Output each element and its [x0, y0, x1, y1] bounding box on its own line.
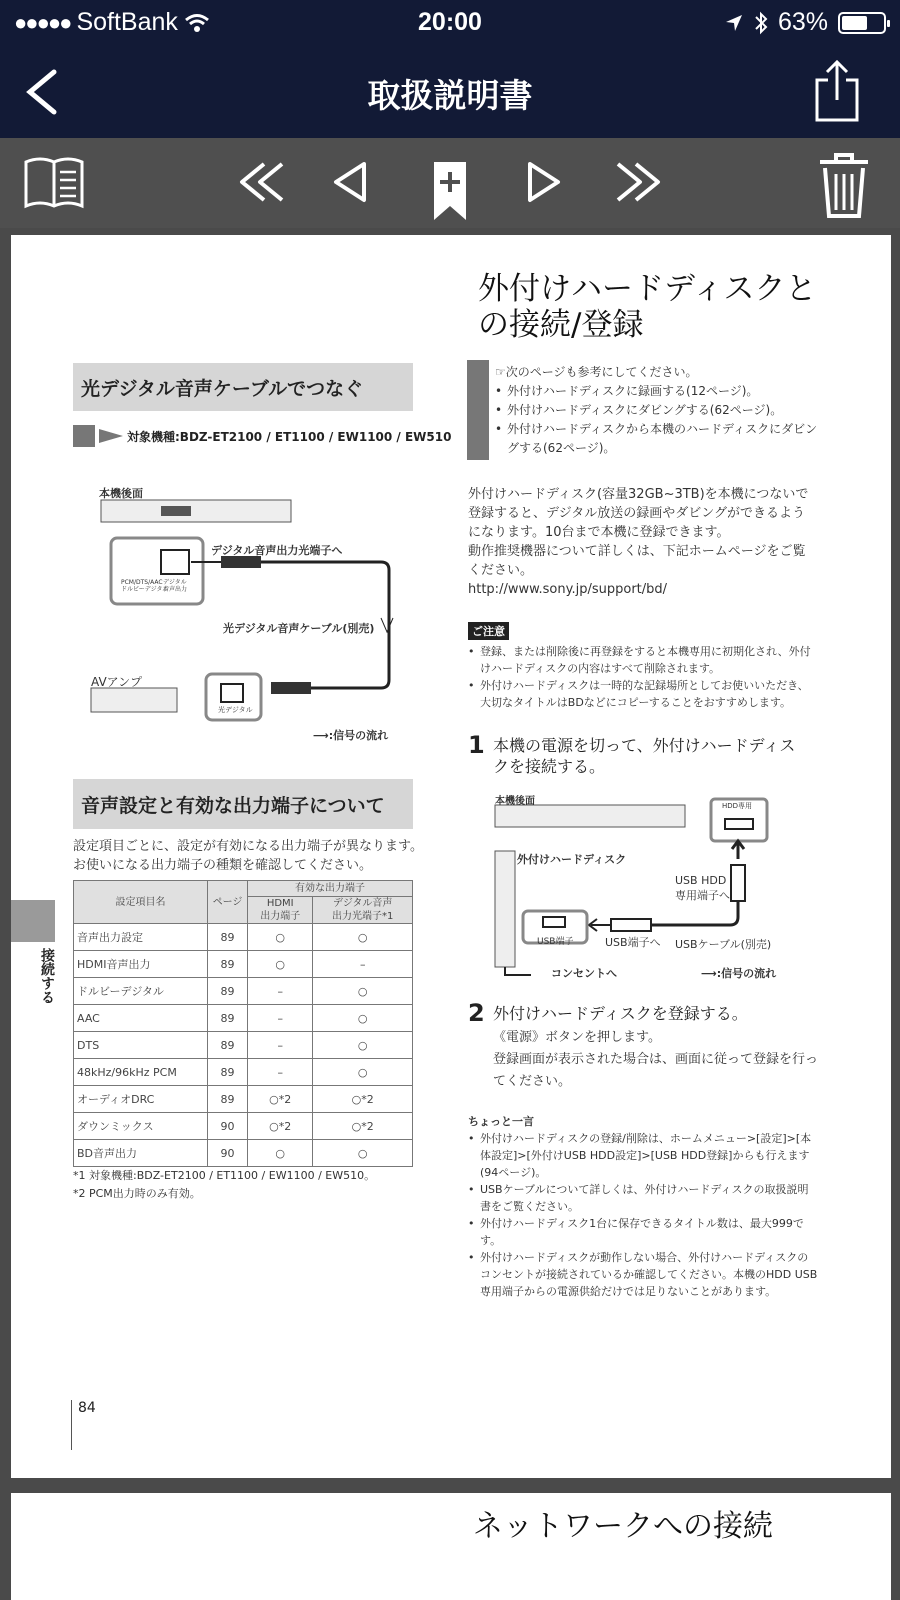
table-row [74, 1032, 413, 1059]
tip-item: • 外付けハードディスクの登録/削除は、ホームメニュー>[設定]>[本体設定]>[外付けUSB HDD設定]>[USB HDD登録]からも行えます(94ページ)。 [468, 1130, 818, 1181]
cell-setting-name: HDMI音声出力 [74, 951, 208, 978]
location-arrow-icon [724, 13, 744, 33]
trash-icon[interactable] [816, 150, 872, 220]
hdd-port-label: HDD専用 [722, 802, 753, 810]
cell-hdmi: ○*2 [248, 1113, 313, 1140]
optical-cable-label: 光デジタル音声ケーブル(別売) [223, 622, 375, 635]
right-section-title [478, 271, 817, 343]
av-amp-label: AVアンプ [91, 675, 143, 689]
caution-item: • 登録、または削除後に再登録をすると本機専用に初期化され、外付けハードディスクの内容はすべて削除されます。 [468, 643, 813, 677]
tips-label: ちょっと一言 [468, 1115, 534, 1128]
usb-hdd-port-label: USB HDD 専用端子へ [675, 874, 730, 902]
cell-page: 90 [208, 1113, 248, 1140]
manual-page-next[interactable] [11, 1493, 891, 1600]
table-row [74, 924, 413, 951]
cell-hdmi: ○ [248, 924, 313, 951]
amp-optical-port-label: 光デジタル [218, 706, 253, 714]
cell-hdmi: – [248, 1032, 313, 1059]
header-optical: デジタル音声 出力光端子*1 [313, 897, 413, 924]
cell-hdmi: – [248, 1005, 313, 1032]
step-1-text: 本機の電源を切って、外付けハードディスクを接続する。 [493, 736, 796, 776]
cell-optical: ○ [313, 1032, 413, 1059]
to-usb-port-label: USB端子へ [605, 936, 661, 949]
cell-setting-name: ドルビーデジタル [74, 978, 208, 1005]
hdd-intro-line: 動作推奨機器について詳しくは、下記ホームページをご覧 [468, 544, 806, 559]
cell-setting-name: AAC [74, 1005, 208, 1032]
cell-page: 89 [208, 951, 248, 978]
cell-page: 89 [208, 1005, 248, 1032]
status-bar [0, 0, 900, 44]
hdd-intro-paragraph [468, 485, 828, 599]
cell-optical: ○ [313, 1059, 413, 1086]
signal-dots-icon: ●●●●● [14, 9, 71, 35]
cell-setting-name: オーディオDRC [74, 1086, 208, 1113]
table-row [74, 1086, 413, 1113]
book-contents-icon[interactable] [22, 152, 86, 212]
reader-toolbar [0, 138, 900, 228]
step-2-detail: 登録画面が表示された場合は、画面に従って登録を行っ [493, 1052, 819, 1067]
hdd-intro-line: になります。10台まで本機に登録できます。 [468, 525, 730, 540]
cell-hdmi: ○*2 [248, 1086, 313, 1113]
model-square-icon [73, 425, 95, 447]
table-header-row [74, 881, 413, 897]
output-terminal-table [73, 880, 413, 1167]
audio-settings-intro [73, 837, 423, 875]
cell-page: 89 [208, 924, 248, 951]
jack-label-output: デジタル 音声出力 [163, 579, 188, 593]
step-2-text: 外付けハードディスクを登録する。 [493, 1004, 748, 1023]
jack-label-formats: PCM/DTS/AAC ドルビーデジタル [121, 579, 169, 593]
step-2-number: 2 [468, 999, 485, 1027]
caution-list [468, 643, 813, 711]
page-number: 84 [71, 1400, 96, 1450]
hdd-intro-line: 登録すると、デジタル放送の録画やダビングができるよう [468, 506, 805, 521]
outlet-label: コンセントへ [551, 967, 617, 980]
footnote-1: *1 対象機種:BDZ-ET2100 / ET1100 / EW1100 / EW510。 [73, 1169, 376, 1182]
hdd-intro-line: 外付けハードディスク(容量32GB~3TB)を本機につないで [468, 487, 809, 502]
cell-page: 89 [208, 978, 248, 1005]
intro-line-1: 設定項目ごとに、設定が有効になる出力端子が異なります。 [73, 839, 423, 854]
cell-hdmi: – [248, 1059, 313, 1086]
external-hdd-label: 外付けハードディスク [517, 853, 627, 866]
caution-label-wrap [468, 620, 509, 640]
reference-box [495, 363, 825, 458]
table-row [74, 1113, 413, 1140]
manual-page-84[interactable] [11, 235, 891, 1478]
footnote-2: *2 PCM出力時のみ有効。 [73, 1187, 201, 1200]
table-body [74, 924, 413, 1167]
intro-line-2: お使いになる出力端子の種類を確認してください。 [73, 858, 373, 873]
cell-optical: – [313, 951, 413, 978]
table-row [74, 1140, 413, 1167]
usb-signal-flow-legend: ⟶:信号の流れ [701, 967, 777, 980]
arrow-marker-icon [99, 429, 123, 443]
status-right [724, 8, 886, 37]
header-page: ページ [208, 881, 248, 924]
table-row [74, 951, 413, 978]
step-2-detail: 《電源》ボタンを押します。 [493, 1030, 661, 1045]
fast-forward-icon[interactable] [614, 152, 662, 212]
status-time: 20:00 [418, 8, 482, 36]
usb-signal-flow-legend-text: :信号の流れ [716, 967, 777, 980]
reference-item: • 外付けハードディスクにダビングする(62ページ)。 [495, 401, 825, 420]
next-page-icon[interactable] [526, 152, 562, 212]
target-models: 対象機種:BDZ-ET2100 / ET1100 / EW1100 / EW510 [127, 429, 452, 444]
cell-setting-name: 48kHz/96kHz PCM [74, 1059, 208, 1086]
cell-hdmi: – [248, 978, 313, 1005]
right-title-line1: 外付けハードディスクと [478, 271, 817, 307]
cell-optical: ○ [313, 1140, 413, 1167]
table-row [74, 1005, 413, 1032]
cell-hdmi: ○ [248, 1140, 313, 1167]
nav-title: 取扱説明書 [367, 76, 533, 115]
next-page-title: ネットワークへの接続 [473, 1509, 773, 1544]
cell-optical: ○ [313, 924, 413, 951]
table-row [74, 1059, 413, 1086]
hdd-intro-line: ください。 [468, 563, 534, 578]
header-hdmi: HDMI 出力端子 [248, 897, 313, 924]
rear-panel-label: 本機後面 [99, 487, 143, 500]
caution-item: • 外付けハードディスクは一時的な記録場所としてお使いいただき、大切なタイトルはBDなどにコピーすることをおすすめします。 [468, 677, 813, 711]
support-url[interactable]: http://www.sony.jp/support/bd/ [468, 582, 668, 597]
cell-setting-name: ダウンミックス [74, 1113, 208, 1140]
nav-bar [0, 44, 900, 138]
reference-item: • 外付けハードディスクに録画する(12ページ)。 [495, 382, 825, 401]
reference-item: • 外付けハードディスクから本機のハードディスクにダビングする(62ページ)。 [495, 420, 825, 458]
chapter-tab-label: 接続する [39, 948, 55, 1004]
cell-setting-name: DTS [74, 1032, 208, 1059]
previous-page-icon[interactable] [332, 152, 368, 212]
tip-item: • USBケーブルについて詳しくは、外付けハードディスクの取扱説明書をご覧ください。 [468, 1181, 818, 1215]
section-heading-optical: 光デジタル音声ケーブルでつなぐ [73, 363, 413, 411]
cell-page: 89 [208, 1086, 248, 1113]
cell-setting-name: 音声出力設定 [74, 924, 208, 951]
step-2-details [493, 1027, 823, 1093]
cell-page: 89 [208, 1059, 248, 1086]
tip-item: • 外付けハードディスクが動作しない場合、外付けハードディスクのコンセントが接続されているか確認してください。本機のHDD USB専用端子からの電源供給だけでは足りないことがあります。 [468, 1249, 818, 1300]
usb-port-label: USB端子 [537, 937, 574, 947]
usb-rear-panel-label: 本機後面 [495, 796, 535, 807]
header-valid-terminals: 有効な出力端子 [248, 881, 413, 897]
chapter-tab-marker [11, 900, 55, 942]
bluetooth-icon [754, 11, 768, 35]
tips-list [468, 1130, 818, 1300]
battery-icon [838, 12, 886, 34]
add-bookmark-icon[interactable] [430, 162, 470, 222]
signal-flow-legend: ⟶:信号の流れ [313, 729, 389, 742]
battery-fill [842, 16, 867, 30]
rewind-icon[interactable] [238, 152, 286, 212]
cell-page: 90 [208, 1140, 248, 1167]
signal-flow-legend-text: :信号の流れ [328, 729, 389, 742]
share-icon[interactable] [812, 58, 862, 124]
reference-bar [467, 360, 489, 460]
right-title-line2: の接続/登録 [478, 307, 644, 343]
usb-cable-label: USBケーブル(別売) [675, 938, 772, 951]
step-2-detail: てください。 [493, 1074, 572, 1089]
target-models-row [73, 425, 451, 447]
header-setting-name: 設定項目名 [74, 881, 208, 924]
reference-head: ☞次のページも参考にしてください。 [495, 365, 698, 379]
section-heading-audio-settings: 音声設定と有効な出力端子について [73, 779, 413, 829]
usb-connection-diagram [481, 795, 801, 985]
cell-optical: ○*2 [313, 1086, 413, 1113]
optical-out-label: デジタル音声出力光端子へ [211, 544, 343, 557]
caution-label: ご注意 [468, 622, 509, 640]
cell-optical: ○ [313, 978, 413, 1005]
cell-optical: ○ [313, 1005, 413, 1032]
cell-hdmi: ○ [248, 951, 313, 978]
cell-page: 89 [208, 1032, 248, 1059]
carrier-label: SoftBank [76, 8, 178, 36]
step-1-number: 1 [468, 731, 485, 759]
battery-percent: 63% [777, 8, 828, 36]
table-row [74, 978, 413, 1005]
cell-optical: ○*2 [313, 1113, 413, 1140]
cell-setting-name: BD音声出力 [74, 1140, 208, 1167]
tip-item: • 外付けハードディスク1台に保存できるタイトル数は、最大999です。 [468, 1215, 818, 1249]
